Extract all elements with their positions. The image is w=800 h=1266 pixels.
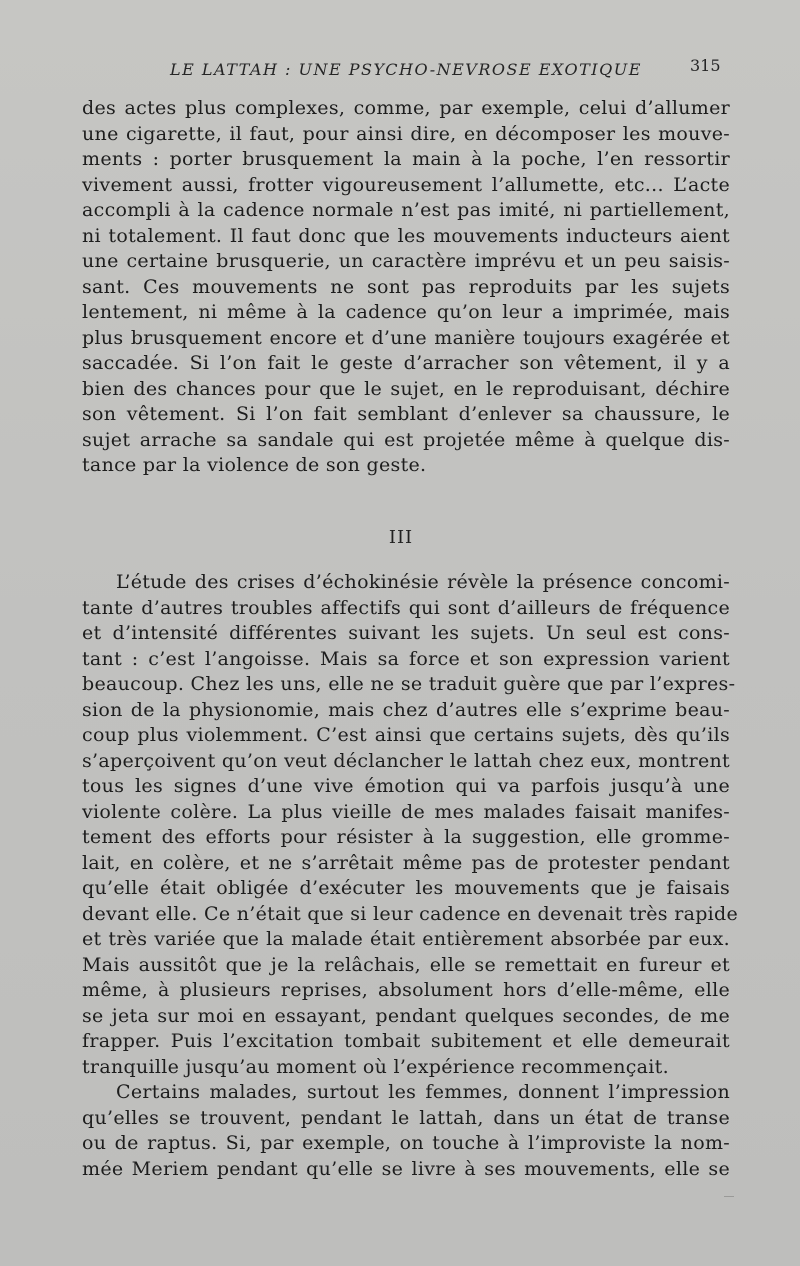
running-title: LE LATTAH : UNE PSYCHO-NEVROSE EXOTIQUE — [170, 60, 642, 79]
text-line: s’aperçoivent qu’on veut déclancher le lattah chez eux, montrent — [82, 749, 730, 772]
paper-speck — [724, 1196, 734, 1197]
text-line: frapper. Puis l’excitation tombait subitement et elle demeurait — [82, 1030, 730, 1052]
text-line: et d’intensité différentes suivant les sujets. Un seul est cons- — [82, 622, 730, 644]
text-line: même, à plusieurs reprises, absolument hors d’elle-même, elle — [82, 979, 730, 1001]
page-number: 315 — [690, 56, 721, 75]
text-line: violente colère. La plus vieille de mes malades faisait manifes- — [82, 800, 730, 823]
text-line: se jeta sur moi en essayant, pendant quelques secondes, de me — [82, 1004, 730, 1027]
text-line: tante d’autres troubles affectifs qui sont d’ailleurs de fréquence — [82, 596, 730, 619]
text-line: ments : porter brusquement la main à la poche, l’en ressortir — [82, 148, 730, 170]
text-line: tranquille jusqu’au moment où l’expérience recommençait. — [82, 1055, 669, 1078]
text-line: sion de la physionomie, mais chez d’autres elle s’exprime beau- — [82, 698, 730, 721]
text-line: L’étude des crises d’échokinésie révèle la présence concomi- — [116, 571, 730, 593]
text-line: sant. Ces mouvements ne sont pas reproduits par les sujets — [82, 275, 730, 298]
text-line: lait, en colère, et ne s’arrêtait même pas de protester pendant — [82, 851, 730, 874]
text-line: ni totalement. Il faut donc que les mouvements inducteurs aient — [82, 224, 730, 247]
text-line: qu’elles se trouvent, pendant le lattah, dans un état de transe — [82, 1106, 730, 1129]
text-line: son vêtement. Si l’on fait semblant d’enlever sa chaussure, le — [82, 403, 730, 425]
text-line: sujet arrache sa sandale qui est projetée même à quelque dis- — [82, 428, 730, 451]
text-line: ou de raptus. Si, par exemple, on touche à l’improviste la nom- — [82, 1132, 730, 1154]
text-line: tement des efforts pour résister à la suggestion, elle gromme- — [82, 826, 730, 848]
text-line: accompli à la cadence normale n’est pas imité, ni partiellement, — [82, 199, 730, 221]
text-line: Mais aussitôt que je la relâchais, elle se remettait en fureur et — [82, 953, 730, 976]
text-line: et très variée que la malade était entièrement absorbée par eux. — [82, 928, 730, 950]
text-line: mée Meriem pendant qu’elle se livre à ses mouvements, elle se — [82, 1157, 730, 1180]
text-line: qu’elle était obligée d’exécuter les mouvements que je faisais — [82, 877, 730, 899]
text-line: plus brusquement encore et d’une manière toujours exagérée et — [82, 326, 730, 349]
text-line: devant elle. Ce n’était que si leur cadence en devenait très rapide — [82, 902, 739, 925]
text-line: une certaine brusquerie, un caractère imprévu et un peu saisis- — [82, 250, 730, 272]
text-line: lentement, ni même à la cadence qu’on leur a imprimée, mais — [82, 301, 730, 323]
text-line: saccadée. Si l’on fait le geste d’arracher son vêtement, il y a — [82, 352, 730, 374]
text-line: une cigarette, il faut, pour ainsi dire, en décomposer les mouve- — [82, 122, 730, 145]
text-line: coup plus violemment. C’est ainsi que certains sujets, dès qu’ils — [82, 724, 730, 746]
text-line: tant : c’est l’angoisse. Mais sa force et son expression varient — [82, 647, 730, 670]
text-line: des actes plus complexes, comme, par exemple, celui d’allumer — [82, 97, 730, 119]
text-line: bien des chances pour que le sujet, en le reproduisant, déchire — [82, 377, 730, 400]
section-heading: III — [388, 527, 414, 548]
paragraph-1 — [82, 96, 730, 479]
text-line: tance par la violence de son geste. — [82, 454, 427, 476]
text-line: Certains malades, surtout les femmes, donnent l’impression — [116, 1081, 730, 1103]
text-line: beaucoup. Chez les uns, elle ne se traduit guère que par l’expres- — [82, 673, 736, 695]
paragraph-2 — [82, 570, 739, 1182]
text-line: vivement aussi, frotter vigoureusement l’allumette, etc... L’acte — [82, 173, 730, 196]
text-line: tous les signes d’une vive émotion qui va parfois jusqu’à une — [82, 775, 730, 797]
